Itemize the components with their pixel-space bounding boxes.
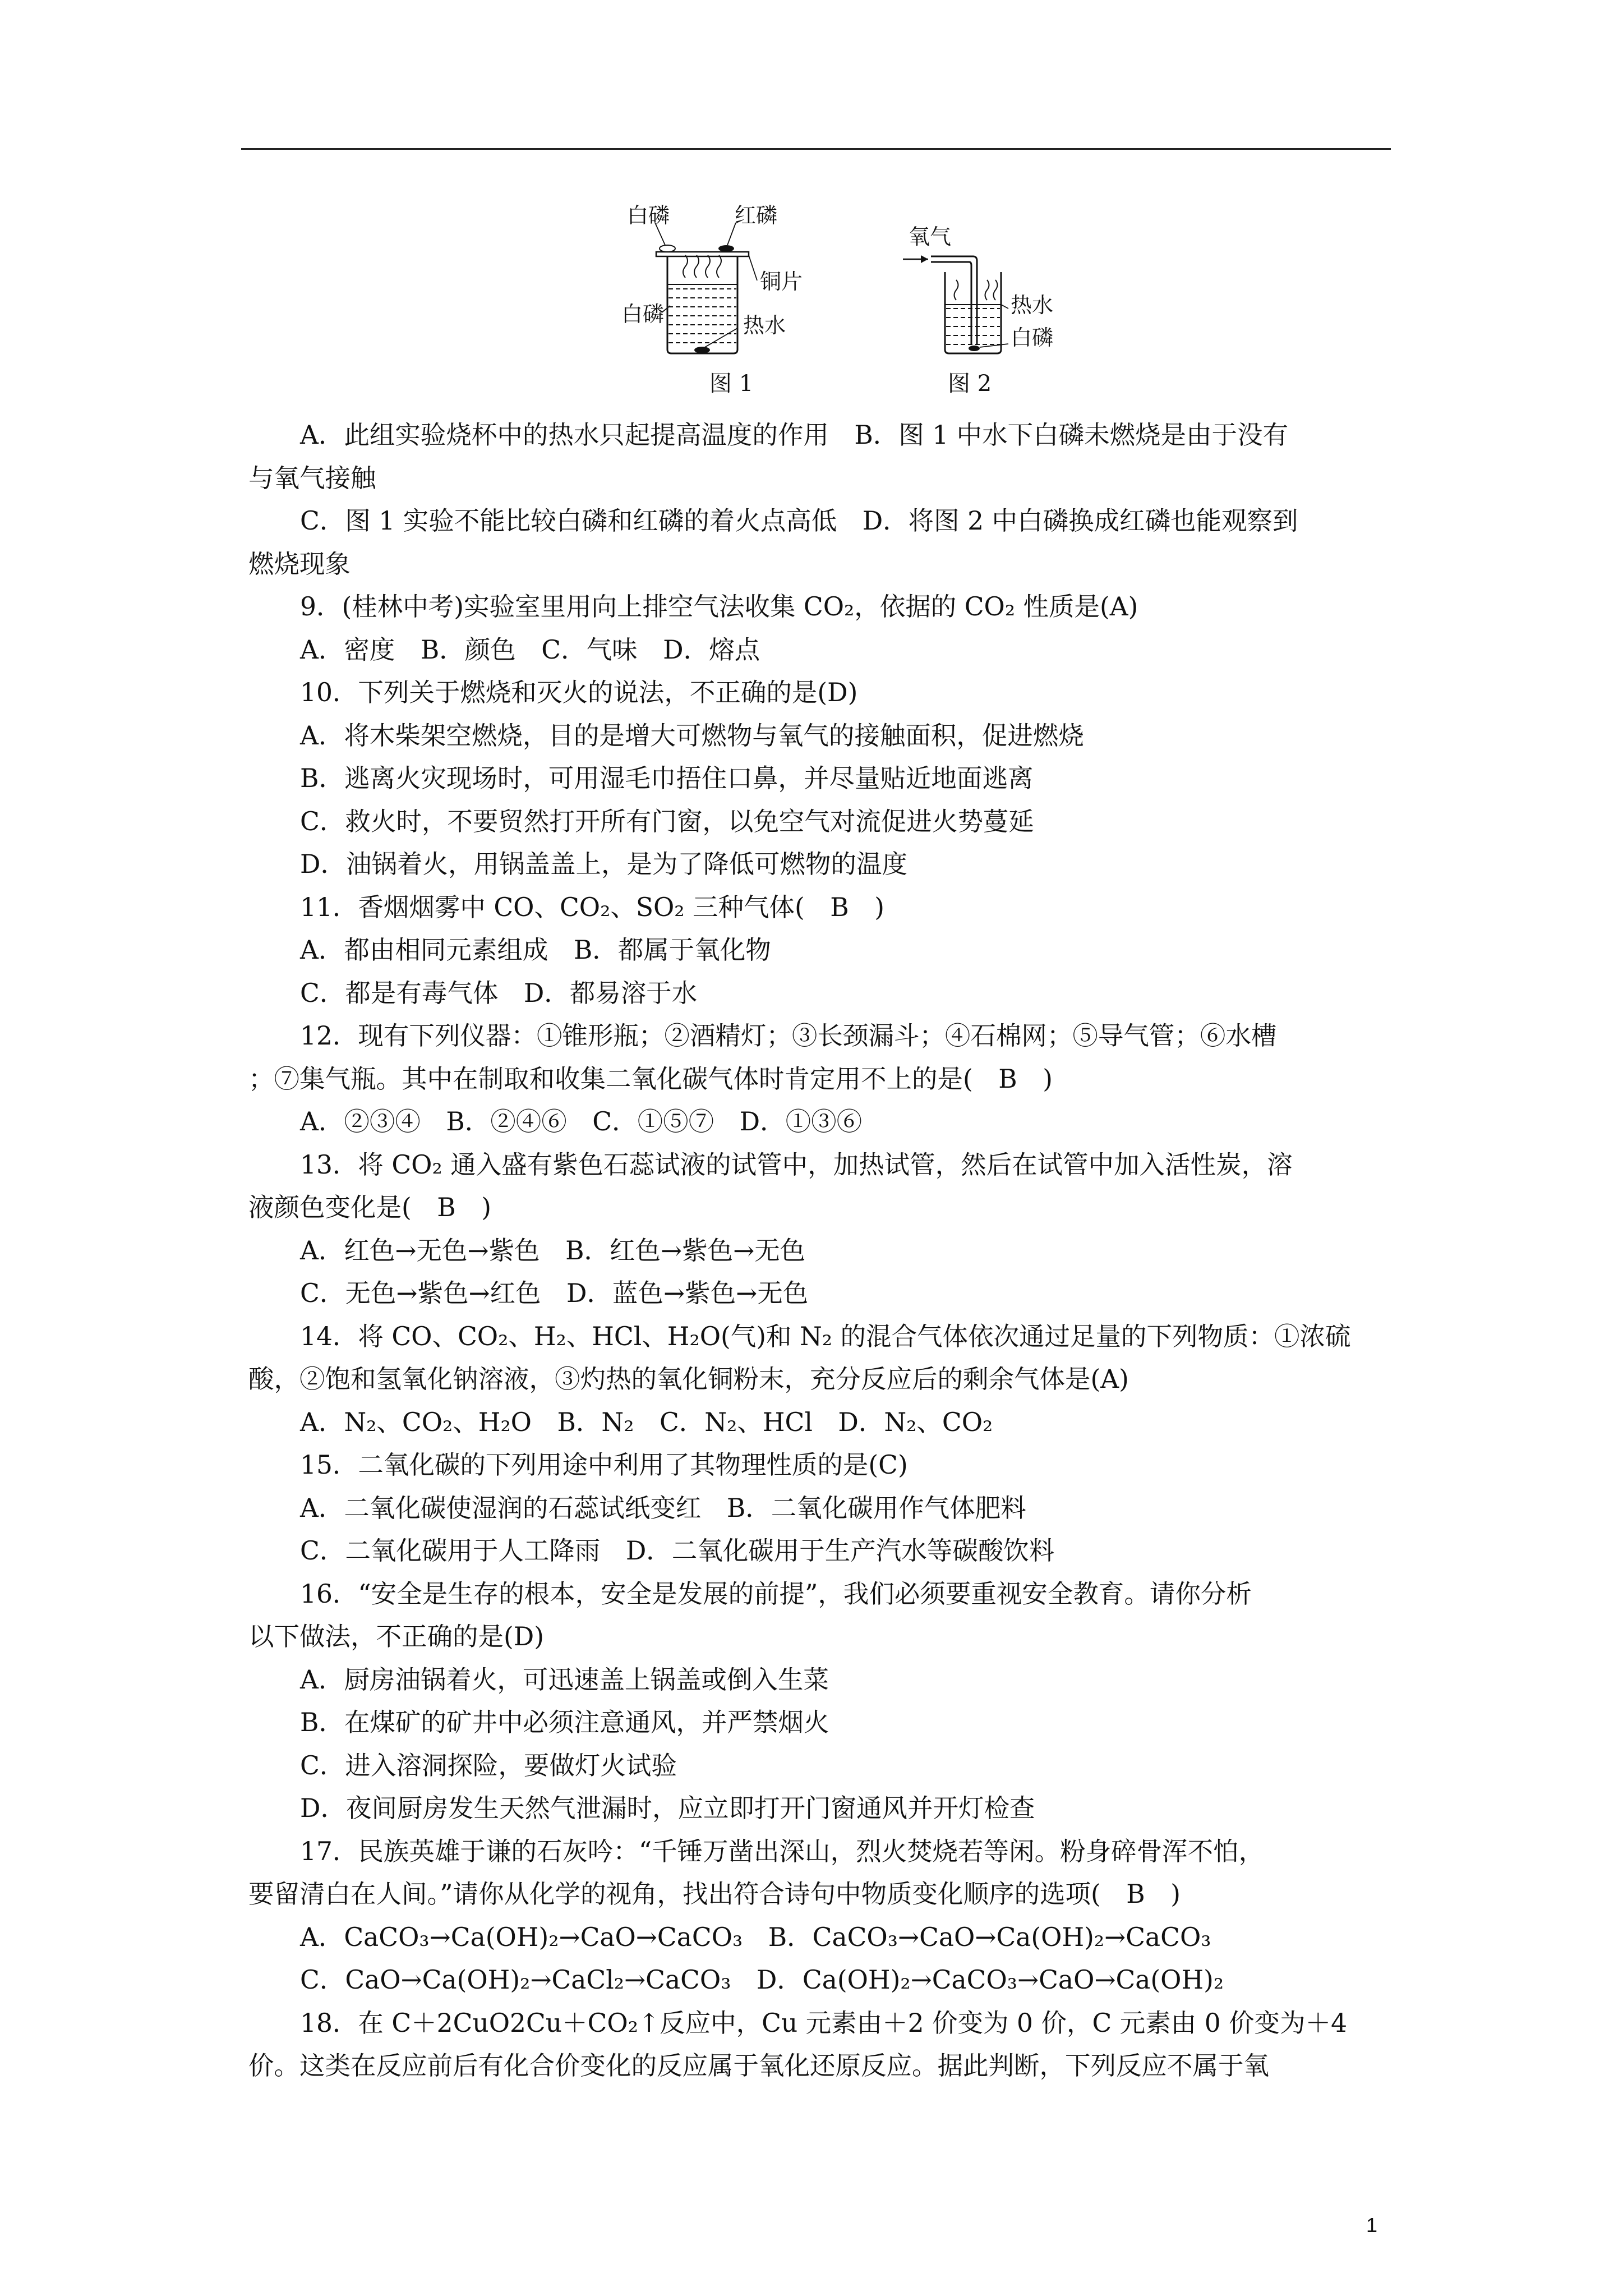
text-line: B．在煤矿的矿井中必须注意通风，并严禁烟火 [300,1708,829,1737]
text-line: 14．将 CO、CO₂、H₂、HCl、H₂O(气)和 N₂ 的混合气体依次通过足量的下列物质：①浓硫 [300,1321,1351,1351]
text-line: A．红色→无色→紫色 B．红色→紫色→无色 [300,1235,806,1266]
text-line: 13．将 CO₂ 通入盛有紫色石蕊试液的试管中，加热试管，然后在试管中加入活性炭，溶 [300,1149,1293,1180]
text-line: A．厨房油锅着火，可迅速盖上锅盖或倒入生菜 [300,1664,829,1695]
text-line: A．此组实验烧杯中的热水只起提高温度的作用 B．图 1 中水下白磷未燃烧是由于没有 [300,420,1289,450]
header-rule [241,148,1391,150]
text-line: 15．二氧化碳的下列用途中利用了其物理性质的是(C) [300,1450,908,1480]
text-line: 9．(桂林中考)实验室里用向上排空气法收集 CO₂，依据的 CO₂ 性质是(A) [300,592,1138,622]
text-line: 11．香烟烟雾中 CO、CO₂、SO₂ 三种气体( B ) [300,892,884,922]
text-line: C．无色→紫色→红色 D．蓝色→紫色→无色 [300,1278,809,1308]
figure-2-diagram [903,224,1053,397]
text-line: D．油锅着火，用锅盖盖上，是为了降低可燃物的温度 [300,849,907,879]
text-line: 17．民族英雄于谦的石灰吟：“千锤万凿出深山，烈火焚烧若等闲。粉身碎骨浑不怕， [300,1836,1265,1866]
text-line: A．N₂、CO₂、H₂O B．N₂ C．N₂、HCl D．N₂、CO₂ [300,1407,993,1437]
text-line: A．②③④ B．②④⑥ C．①⑤⑦ D．①③⑥ [300,1107,863,1137]
experiment-figures [589,194,1094,407]
text-line: A．密度 B．颜色 C．气味 D．熔点 [300,634,760,665]
text-line: ；⑦集气瓶。其中在制取和收集二氧化碳气体时肯定用不上的是( B ) [248,1064,1053,1094]
label-oxygen: 氧气 [909,224,952,249]
label-copper-sheet: 铜片 [760,269,803,294]
question-text [248,414,1393,2088]
text-line: C．都是有毒气体 D．都易溶于水 [300,978,698,1008]
text-line: 与氧气接触 [248,463,376,493]
figure-1-diagram [621,203,803,397]
label-hot-water-1: 热水 [743,313,786,338]
text-line: A．将木柴架空燃烧，目的是增大可燃物与氧气的接触面积，促进燃烧 [300,720,1084,751]
text-line: C．CaO→Ca(OH)₂→CaCl₂→CaCO₃ D．Ca(OH)₂→CaCO₃→CaO→Ca(OH)₂ [300,1965,1224,1995]
text-line: 要留清白在人间。”请你从化学的视角，找出符合诗句中物质变化顺序的选项( B ) [248,1879,1181,1909]
page-number: 1 [1366,2214,1378,2237]
text-line: A．都由相同元素组成 B．都属于氧化物 [300,935,771,965]
figure-2-caption: 图 2 [948,371,992,397]
figure-diagrams [589,194,1094,407]
text-line: 10．下列关于燃烧和灭火的说法，不正确的是(D) [300,678,858,707]
text-line: 燃烧现象 [248,549,351,579]
figure-1-caption: 图 1 [709,371,754,397]
label-white-phosphorus-bottom: 白磷 [621,302,665,326]
label-white-phosphorus-2: 白磷 [1011,325,1054,350]
text-line: 以下做法，不正确的是(D) [248,1622,544,1651]
text-line: 液颜色变化是( B ) [248,1193,491,1222]
text-line: 12．现有下列仪器：①锥形瓶；②酒精灯；③长颈漏斗；④石棉网；⑤导气管；⑥水槽 [300,1021,1277,1051]
label-hot-water-2: 热水 [1011,293,1054,318]
text-line: B．逃离火灾现场时，可用湿毛巾捂住口鼻，并尽量贴近地面逃离 [300,763,1034,793]
text-line: 酸，②饱和氢氧化钠溶液，③灼热的氧化铜粉末，充分反应后的剩余气体是(A) [248,1364,1129,1394]
text-line: A．CaCO₃→Ca(OH)₂→CaO→CaCO₃ B．CaCO₃→CaO→Ca(OH)₂→CaCO₃ [300,1922,1211,1952]
label-red-phosphorus: 红磷 [735,203,778,228]
text-line: C．二氧化碳用于人工降雨 D．二氧化碳用于生产汽水等碳酸饮料 [300,1536,1055,1566]
label-white-phosphorus-top: 白磷 [627,203,670,228]
text-line: 18．在 C＋2CuO2Cu＋CO₂↑反应中，Cu 元素由＋2 价变为 0 价，C 元素由 0 价变为＋4 [300,2008,1348,2038]
text-line: 16．“安全是生存的根本，安全是发展的前提”，我们必须要重视安全教育。请你分析 [300,1579,1252,1609]
text-line: C．救火时，不要贸然打开所有门窗，以免空气对流促进火势蔓延 [300,806,1034,836]
text-line: A．二氧化碳使湿润的石蕊试纸变红 B．二氧化碳用作气体肥料 [300,1493,1026,1523]
text-line: C．图 1 实验不能比较白磷和红磷的着火点高低 D．将图 2 中白磷换成红磷也能观察到 [300,506,1298,536]
text-line: C．进入溶洞探险，要做灯火试验 [300,1750,677,1780]
text-line: D．夜间厨房发生天然气泄漏时，应立即打开门窗通风并开灯检查 [300,1793,1035,1823]
text-line: 价。这类在反应前后有化合价变化的反应属于氧化还原反应。据此判断，下列反应不属于氧 [248,2051,1270,2081]
